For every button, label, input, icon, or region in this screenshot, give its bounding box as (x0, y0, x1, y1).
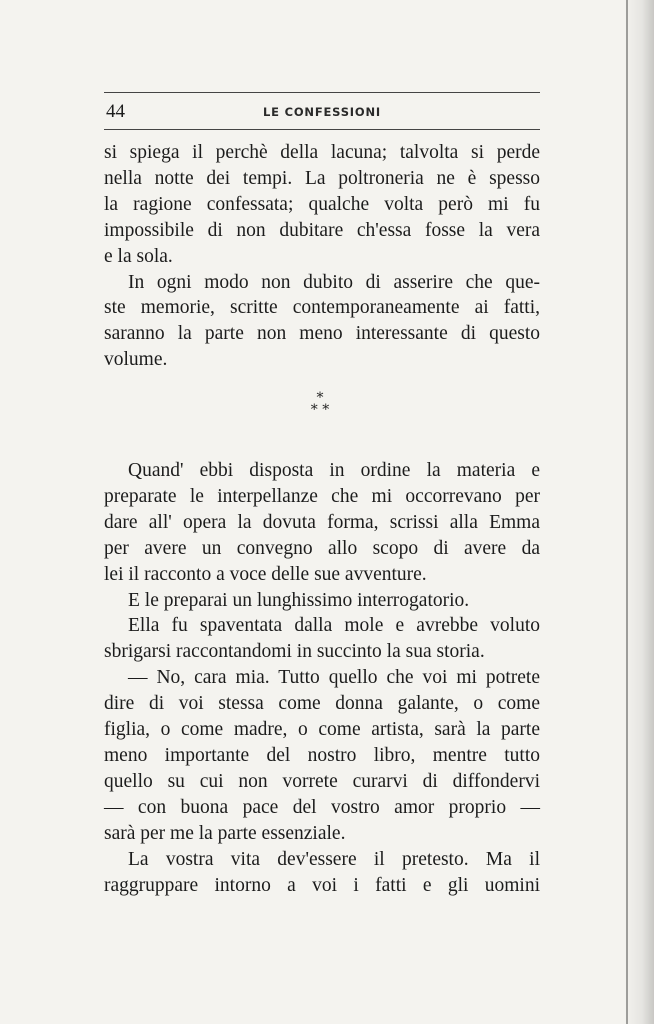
section-2-text (104, 458, 540, 898)
section-1-text (104, 140, 540, 373)
text-line: lei il racconto a voce delle sue avventure. (104, 563, 427, 585)
text-line: e la sola. (104, 245, 173, 267)
page-edge-shadow (624, 0, 654, 1024)
paragraph (104, 665, 540, 846)
text-line: Quand' ebbi disposta in ordine la materia e (128, 460, 540, 481)
text-line: dare all' opera la dovuta forma, scrissi alla Emma (104, 511, 540, 533)
page-edge-line (626, 0, 628, 1024)
text-line: E le preparai un lunghissimo interrogatorio. (128, 589, 470, 611)
text-line: sbrigarsi raccontandomi in succinto la sua storia. (104, 641, 485, 663)
text-line: la ragione confessata; qualche volta però mi fu (104, 193, 540, 215)
text-line: ste memorie, scritte contemporaneamente ai fatti, (104, 297, 540, 319)
text-line: In ogni modo non dubito di asserire che que- (128, 271, 540, 293)
running-title: LE CONFESSIONI (263, 105, 381, 119)
text-line: per avere un convegno allo scopo di avere da (104, 537, 540, 559)
paragraph (104, 458, 540, 588)
text-line: nella notte dei tempi. La poltroneria ne è spesso (104, 167, 540, 189)
text-line: La vostra vita dev'essere il pretesto. Ma il (128, 848, 540, 870)
text-line: quello su cui non vorrete curarvi di diffondervi (104, 770, 540, 792)
text-line: preparate le interpellanze che mi occorrevano per (104, 485, 540, 507)
text-line: meno importante del nostro libro, mentre tutto (104, 744, 540, 766)
text-line: raggruppare intorno a voi i fatti e gli uomini (104, 874, 540, 896)
text-line: — No, cara mia. Tutto quello che voi mi potrete (128, 667, 540, 689)
page-number: 44 (106, 101, 125, 122)
text-line: figlia, o come madre, o come artista, sarà la parte (104, 719, 540, 741)
paragraph (104, 588, 540, 614)
text-line: impossibile di non dubitare ch'essa fosse la vera (104, 219, 540, 241)
text-line: sarà per me la parte essenziale. (104, 822, 346, 844)
text-line: volume. (104, 349, 168, 371)
header-rule-top (104, 92, 540, 93)
text-line: saranno la parte non meno interessante di questo (104, 323, 540, 345)
paragraph (104, 140, 540, 270)
text-line: — con buona pace del vostro amor proprio — (104, 796, 540, 818)
text-line: Ella fu spaventata dalla mole e avrebbe voluto (128, 615, 540, 637)
paragraph (104, 847, 540, 899)
paragraph (104, 613, 540, 665)
paragraph (104, 270, 540, 374)
header-rule-bottom (104, 129, 540, 130)
section-break-asterism: * * * (310, 390, 330, 418)
text-line: dire di voi stessa come donna galante, o come (104, 693, 540, 715)
page-header (104, 92, 540, 132)
text-line: si spiega il perchè della lacuna; talvolta si perde (104, 142, 540, 163)
